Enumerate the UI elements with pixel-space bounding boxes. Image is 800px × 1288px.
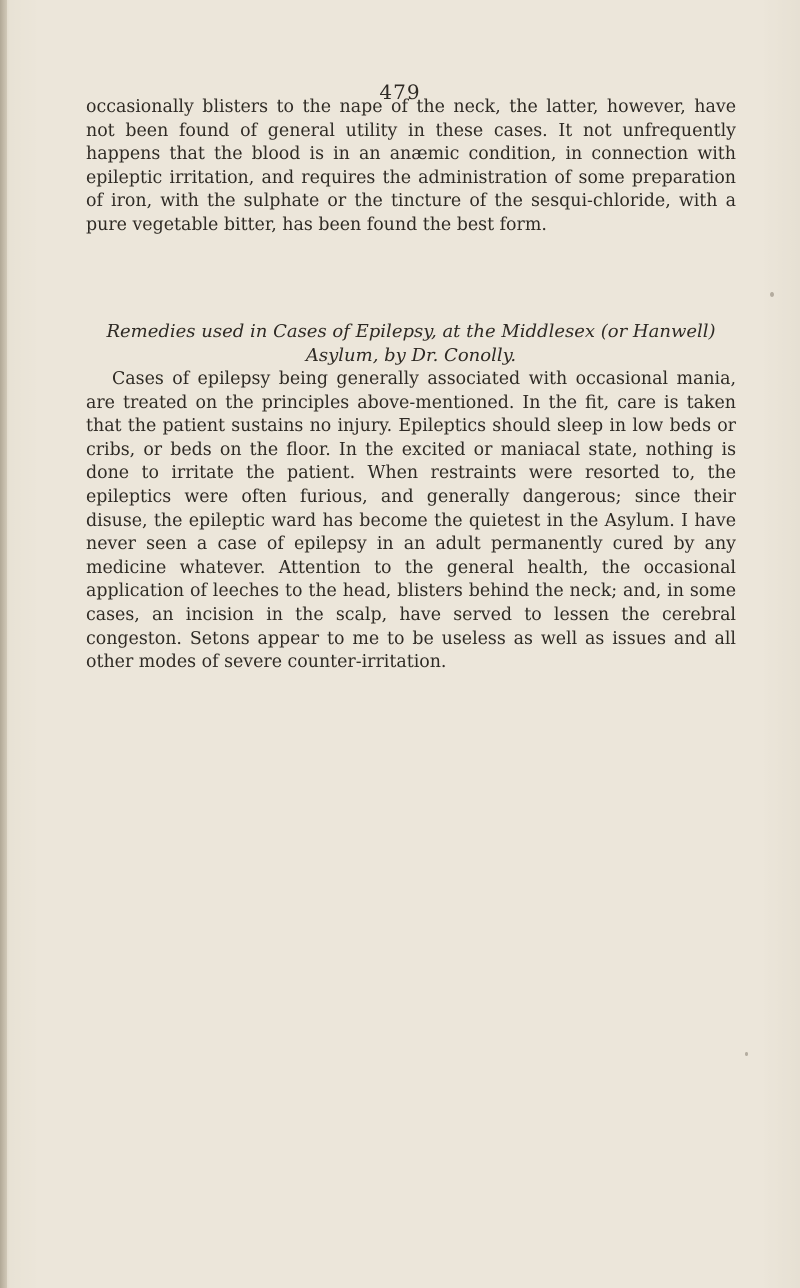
section-heading: [86, 320, 736, 367]
section-heading-line1: Remedies used in Cases of Epilepsy, at the Middlesex (or Hanwell): [106, 321, 716, 342]
body-paragraph: Cases of epilepsy being generally associated with occasional mania, are treated on the principles above-mentioned. In the fit, care is taken that the patient sustains no injury. Epileptics should sleep in low beds or cribs, or beds on the floor. In the excited or maniacal state, nothing is done to irritate the patient. When restraints were resorted to, the epileptics were often furious, and generally dangerous; since their disuse, the epileptic ward has become the quietest in the Asylum. I have never seen a case of epilepsy in an adult permanently cured by any medicine whatever. Attention to the general health, the occasional application of leeches to the head, blisters behind the neck; and, in some cases, an incision in the scalp, have served to lessen the cerebral congeston. Setons appear to me to be useless as well as issues and all other modes of severe counter-irritation.: [86, 369, 736, 673]
paper-speck: [745, 1052, 748, 1056]
section-heading-line2: Asylum, by Dr. Conolly.: [305, 344, 517, 366]
paper-speck: [770, 292, 774, 297]
binding-edge: [0, 0, 7, 1288]
continuation-paragraph: occasionally blisters to the nape of the neck, the latter, however, have not been found of general utility in these cases. It not unfrequently happens that the blood is in an anæmic condition, in connection with epileptic irritation, and requires the administration of some preparation of iron, with the sulphate or the tincture of the sesqui-chloride, with a pure vegetable bitter, has been found the best form.: [86, 97, 736, 235]
page-number: 479: [379, 80, 421, 104]
